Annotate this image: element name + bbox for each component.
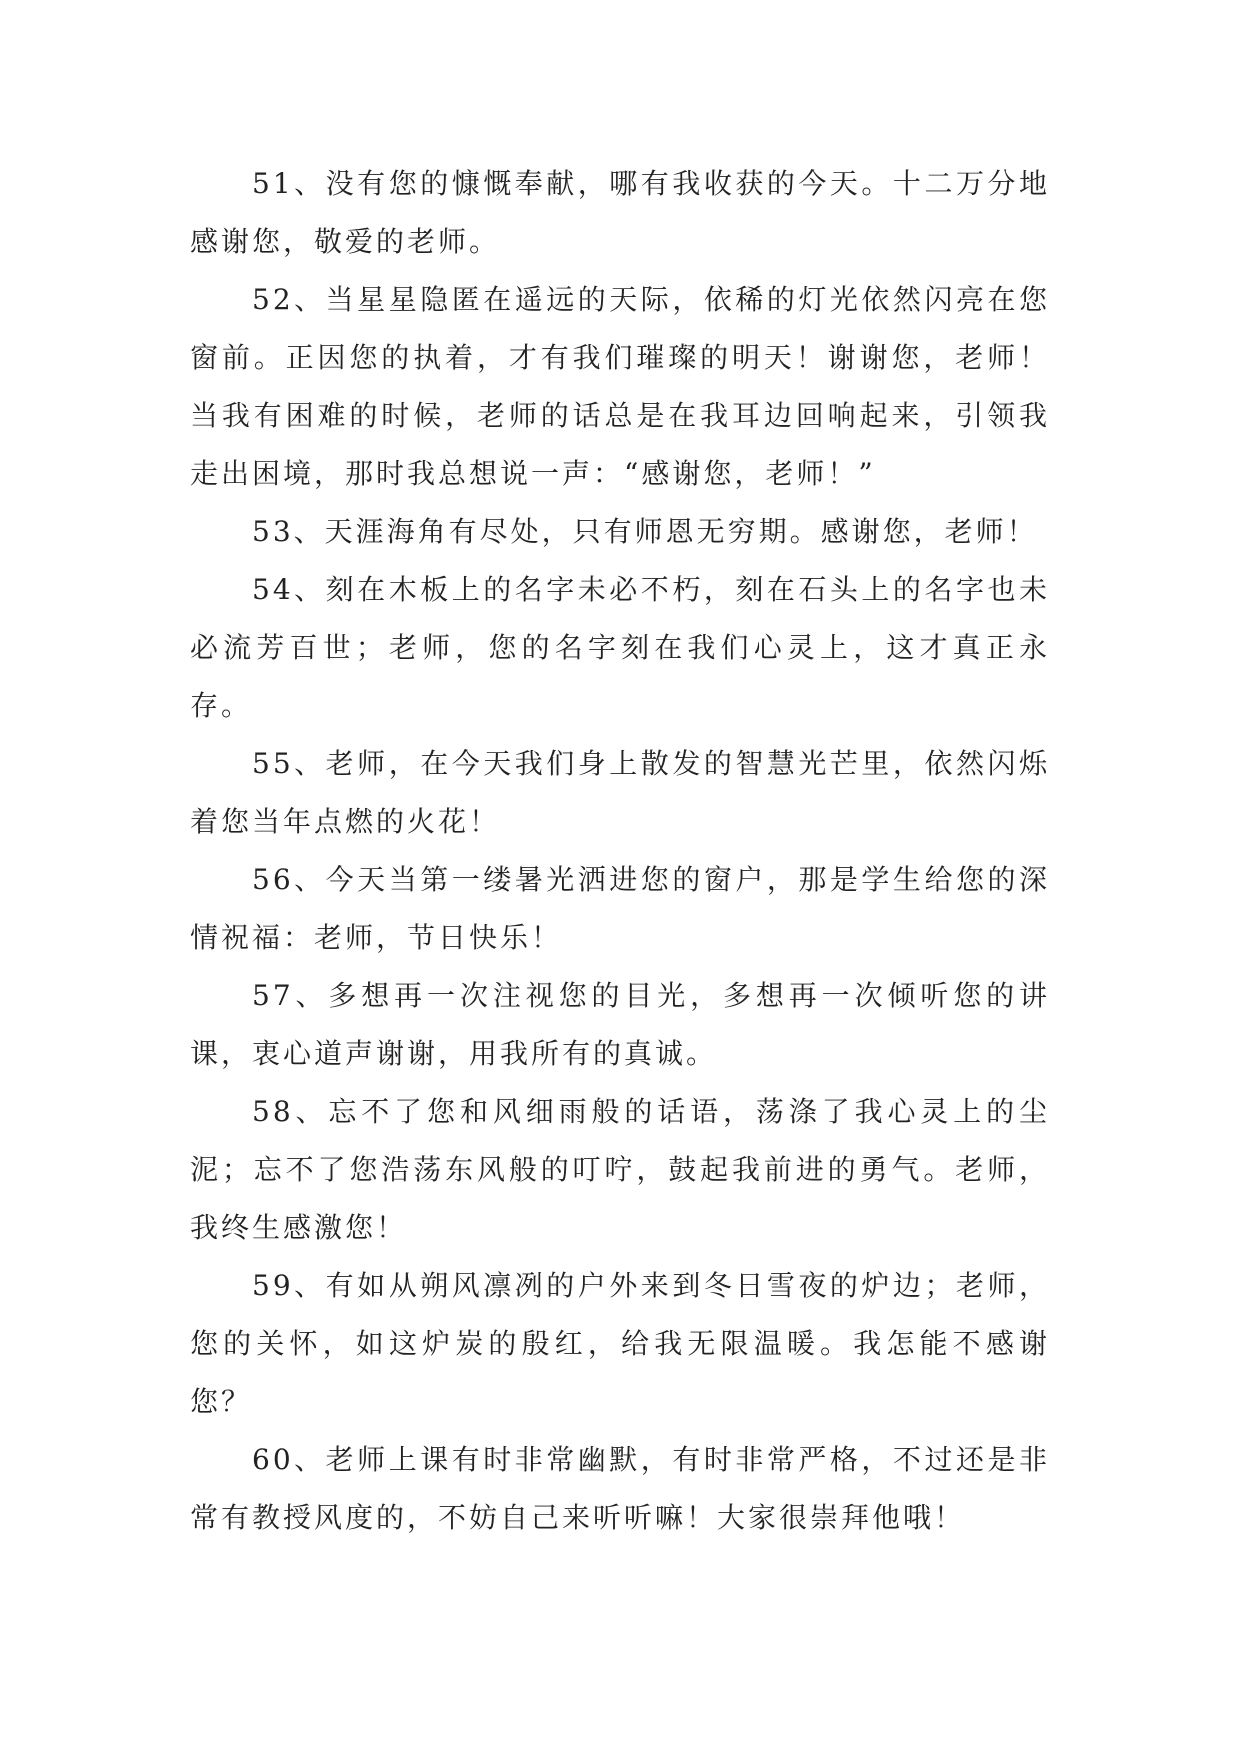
- paragraph-57: 57、多想再一次注视您的目光，多想再一次倾听您的讲课，衷心道声谢谢，用我所有的真诚。: [190, 979, 1050, 1070]
- paragraph-53: 53、天涯海角有尽处，只有师恩无穷期。感谢您，老师！: [252, 515, 1038, 548]
- paragraph-52: 52、当星星隐匿在遥远的天际，依稀的灯光依然闪亮在您窗前。正因您的执着，才有我们璀璨的明天！谢谢您，老师！当我有困难的时候，老师的话总是在我耳边回响起来，引领我走出困境，那时我总想说一声：“感谢您，老师！”: [190, 283, 1050, 490]
- paragraph-55: 55、老师，在今天我们身上散发的智慧光芒里，依然闪烁着您当年点燃的火花！: [190, 747, 1050, 838]
- paragraph-56: 56、今天当第一缕暑光洒进您的窗户，那是学生给您的深情祝福：老师，节日快乐！: [190, 863, 1050, 954]
- paragraph-59: 59、有如从朔风凛冽的户外来到冬日雪夜的炉边；老师，您的关怀，如这炉炭的殷红，给我无限温暖。我怎能不感谢您？: [190, 1269, 1050, 1418]
- document-body: [190, 155, 1050, 1547]
- paragraph-51: 51、没有您的慷慨奉献，哪有我收获的今天。十二万分地感谢您，敬爱的老师。: [190, 167, 1050, 258]
- paragraph-58: 58、忘不了您和风细雨般的话语，荡涤了我心灵上的尘泥；忘不了您浩荡东风般的叮咛，鼓起我前进的勇气。老师，我终生感激您！: [190, 1095, 1050, 1244]
- paragraph-54: 54、刻在木板上的名字未必不朽，刻在石头上的名字也未必流芳百世；老师，您的名字刻在我们心灵上，这才真正永存。: [190, 573, 1050, 722]
- paragraph-60: 60、老师上课有时非常幽默，有时非常严格，不过还是非常有教授风度的，不妨自己来听听嘛！大家很崇拜他哦！: [190, 1443, 1050, 1534]
